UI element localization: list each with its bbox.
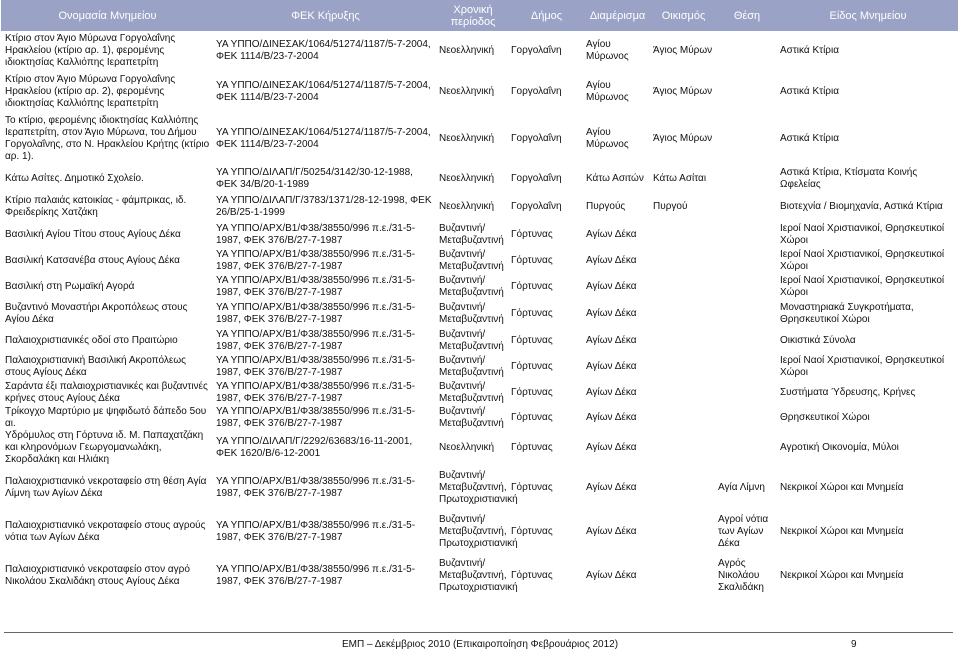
cell-fek: ΥΑ ΥΠΠΟ/ΑΡΧ/Β1/Φ38/38550/996 π.ε./31-5-1987, ΦΕΚ 376/Β/27-7-1987 [216, 329, 416, 352]
cell-municipality: Γόρτυνας [511, 281, 553, 292]
table-header-row [1, 0, 958, 31]
cell-type: Αγροτική Οικονομία, Μύλοι [780, 442, 899, 453]
cell-settlement [651, 406, 716, 430]
table-row [1, 274, 958, 300]
cell-name: Βασιλική Κατσανέβα στους Αγίους Δέκα [5, 255, 180, 266]
cell-period: Βυζαντινή/Μεταβυζαντινή [439, 302, 504, 325]
cell-district: Αγίων Δέκα [586, 412, 637, 423]
table-row [1, 430, 958, 466]
cell-location [716, 274, 778, 300]
cell-period: Νεοελληνική [439, 133, 495, 144]
cell-location: Αγρός Νικολάου Σκαλιδάκη [718, 558, 764, 593]
cell-settlement: Κάτω Ασίται [653, 173, 707, 184]
cell-name: Παλαιοχριστιανικό νεκροταφείο στη θέση Αγία Λίμνη των Αγίων Δέκα [5, 476, 207, 499]
cell-period: Βυζαντινή/Μεταβυζαντινή, Πρωτοχριστιανική [439, 514, 518, 549]
cell-location [716, 300, 778, 328]
cell-location [716, 71, 778, 112]
cell-municipality: Γοργολαΐνη [511, 45, 562, 56]
cell-type: Αστικά Κτίρια [780, 85, 839, 97]
cell-district: Κάτω Ασιτών [586, 173, 644, 184]
cell-district: Πυργούς [586, 201, 626, 212]
cell-name: Βασιλική στη Ρωμαϊκή Αγορά [5, 281, 135, 292]
cell-settlement: Άγιος Μύρων [653, 85, 713, 97]
cell-type: Βιοτεχνία / Βιομηχανία, Αστικά Κτίρια [780, 201, 943, 212]
cell-location [716, 380, 778, 406]
cell-location [716, 430, 778, 466]
footer-divider [4, 632, 953, 633]
cell-municipality: Γόρτυνας [511, 442, 553, 453]
cell-period: Νεοελληνική [439, 201, 495, 212]
cell-municipality: Γοργολαΐνη [511, 173, 562, 184]
cell-fek: ΥΑ ΥΠΠΟ/ΔΙΛΑΠ/Γ/3783/1371/28-12-1998, ΦΕΚ 26/Β/25-1-1999 [216, 195, 432, 218]
table-row [1, 112, 958, 166]
table-row [1, 380, 958, 406]
cell-municipality: Γόρτυνας [511, 308, 553, 319]
cell-municipality: Γοργολαΐνη [511, 85, 562, 97]
cell-period: Βυζαντινή/Μεταβυζαντινή [439, 275, 504, 298]
cell-name: Τρίκογχο Μαρτύριο με ψηφιδωτό δάπεδο 5ου αι. [5, 406, 207, 429]
cell-fek: ΥΑ ΥΠΠΟ/ΑΡΧ/Β1/Φ38/38550/996 π.ε./31-5-1987, ΦΕΚ 376/Β/27-7-1987 [216, 406, 416, 429]
cell-district: Αγίων Δέκα [586, 361, 637, 372]
cell-fek: ΥΑ ΥΠΠΟ/ΑΡΧ/Β1/Φ38/38550/996 π.ε./31-5-1987, ΦΕΚ 376/Β/27-7-1987 [216, 564, 416, 587]
cell-district: Αγίων Δέκα [586, 387, 637, 398]
cell-district: Αγίων Δέκα [586, 281, 637, 292]
cell-settlement [651, 554, 716, 598]
cell-fek: ΥΑ ΥΠΠΟ/ΑΡΧ/Β1/Φ38/38550/996 π.ε./31-5-1987, ΦΕΚ 376/Β/27-7-1987 [216, 275, 416, 298]
cell-period: Βυζαντινή/Μεταβυζαντινή [439, 329, 504, 352]
cell-type: Νεκρικοί Χώροι και Μνημεία [780, 570, 904, 581]
cell-district: Αγίου Μύρωνος [586, 79, 629, 103]
table-row [1, 222, 958, 248]
cell-name: Βασιλική Αγίου Τίτου στους Αγίους Δέκα [5, 229, 181, 240]
cell-period: Βυζαντινή/Μεταβυζαντινή, Πρωτοχριστιανική [439, 470, 518, 505]
cell-location [716, 192, 778, 222]
cell-fek: ΥΑ ΥΠΠΟ/ΔΙΝΕΣΑΚ/1064/51274/1187/5-7-2004, ΦΕΚ 1114/Β/23-7-2004 [216, 39, 431, 62]
cell-municipality: Γόρτυνας [511, 361, 553, 372]
cell-settlement [651, 248, 716, 274]
cell-municipality: Γόρτυνας [511, 255, 553, 266]
table-row [1, 328, 958, 354]
cell-name: Βυζαντινό Μοναστήρι Ακροπόλεως στους Αγίου Δέκα [5, 302, 188, 325]
cell-name: Σαράντα έξι παλαιοχριστιανικές και βυζαντινές κρήνες στους Αγίους Δέκα [5, 381, 208, 404]
cell-type: Νεκρικοί Χώροι και Μνημεία [780, 482, 904, 493]
cell-municipality: Γόρτυνας [511, 335, 553, 346]
cell-type: Ιεροί Ναοί Χριστιανικοί, Θρησκευτικοί Χώροι [780, 355, 945, 378]
col-header-name: Ονομασία Μνημείου [1, 0, 214, 31]
cell-period: Βυζαντινή/Μεταβυζαντινή [439, 223, 504, 246]
cell-district: Αγίου Μύρωνος [586, 39, 629, 62]
page-number: 9 [851, 639, 857, 650]
cell-name: Το κτίριο, φερομένης ιδιοκτησίας Καλλιόπης Ιεραπετρίτη, στον Άγιο Μύρωνα, του Δήμου Γοργολαΐνης, στο Ν. Ηρακλείου Κρήτης (κτίριο αρ. 1). [5, 115, 210, 162]
cell-settlement [651, 300, 716, 328]
cell-type: Αστικά Κτίρια [780, 133, 839, 144]
cell-name: Κτίριο στον Άγιο Μύρωνα Γοργολαΐνης Ηρακλείου (κτίριο αρ. 1), φερομένης ιδιοκτησίας Καλλιόπης Ιεραπετρίτη [5, 33, 176, 68]
cell-name: Παλαιοχριστιανικό νεκροταφείο στους αγρούς νότια των Αγίων Δέκα [5, 520, 206, 543]
cell-name: Κτίριο στον Άγιο Μύρωνα Γοργολαΐνης Ηρακλείου (κτίριο αρ. 2), φερομένης ιδιοκτησίας Καλλιόπης Ιεραπετρίτη [5, 73, 176, 109]
cell-period: Νεοελληνική [439, 85, 495, 97]
cell-district: Αγίων Δέκα [586, 442, 637, 453]
cell-period: Βυζαντινή/Μεταβυζαντινή [439, 355, 504, 378]
cell-type: Οικιστικά Σύνολα [780, 335, 856, 346]
cell-type: Νεκρικοί Χώροι και Μνημεία [780, 526, 904, 537]
table-row [1, 354, 958, 380]
cell-period: Νεοελληνική [439, 173, 495, 184]
cell-settlement: Άγιος Μύρων [653, 133, 713, 144]
cell-settlement [651, 354, 716, 380]
table-row [1, 248, 958, 274]
col-header-settlement: Οικισμός [651, 0, 716, 31]
cell-settlement [651, 328, 716, 354]
cell-period: Βυζαντινή/Μεταβυζαντινή [439, 249, 504, 272]
cell-location [716, 166, 778, 192]
cell-district: Αγίων Δέκα [586, 482, 637, 493]
table-row [1, 71, 958, 112]
cell-district: Αγίων Δέκα [586, 255, 637, 266]
cell-fek: ΥΑ ΥΠΠΟ/ΑΡΧ/Β1/Φ38/38550/996 π.ε./31-5-1987, ΦΕΚ 376/Β/27-7-1987 [216, 355, 416, 378]
cell-fek: ΥΑ ΥΠΠΟ/ΔΙΝΕΣΑΚ/1064/51274/1187/5-7-2004, ΦΕΚ 1114/Β/23-7-2004 [216, 79, 431, 103]
col-header-fek: ΦΕΚ Κήρυξης [214, 0, 437, 31]
cell-municipality: Γόρτυνας [511, 526, 553, 537]
table-row [1, 300, 958, 328]
cell-settlement [651, 274, 716, 300]
cell-type: Ιεροί Ναοί Χριστιανικοί, Θρησκευτικοί Χώροι [780, 249, 945, 272]
cell-location: Αγροί νότια των Αγίων Δέκα [718, 514, 769, 549]
cell-fek: ΥΑ ΥΠΠΟ/ΑΡΧ/Β1/Φ38/38550/996 π.ε./31-5-1987, ΦΕΚ 376/Β/27-7-1987 [216, 249, 416, 272]
cell-type: Μοναστηριακά Συγκροτήματα, Θρησκευτικοί Χώροι [780, 302, 914, 325]
cell-municipality: Γόρτυνας [511, 229, 553, 240]
cell-period: Βυζαντινή/Μεταβυζαντινή [439, 406, 504, 429]
cell-fek: ΥΑ ΥΠΠΟ/ΑΡΧ/Β1/Φ38/38550/996 π.ε./31-5-1987, ΦΕΚ 376/Β/27-7-1987 [216, 381, 416, 404]
cell-name: Υδρόμυλος στη Γόρτυνα ιδ. Μ. Παπαχατζάκη και κληρονόμων Γεωργομανωλάκη, Σκορδαλάκη και Ηλιάκη [5, 430, 204, 465]
cell-type: Αστικά Κτίρια [780, 45, 839, 56]
cell-location [716, 406, 778, 430]
col-header-type: Είδος Μνημείου [778, 0, 958, 31]
cell-settlement: Άγιος Μύρων [653, 45, 713, 56]
cell-type: Θρησκευτικοί Χώροι [780, 412, 870, 423]
cell-location [716, 31, 778, 71]
cell-settlement [651, 466, 716, 510]
cell-location [716, 248, 778, 274]
cell-municipality: Γόρτυνας [511, 387, 553, 398]
cell-fek: ΥΑ ΥΠΠΟ/ΑΡΧ/Β1/Φ38/38550/996 π.ε./31-5-1987, ΦΕΚ 376/Β/27-7-1987 [216, 302, 416, 325]
cell-period: Βυζαντινή/Μεταβυζαντινή, Πρωτοχριστιανική [439, 558, 518, 593]
cell-municipality: Γοργολαΐνη [511, 133, 562, 144]
cell-name: Κτίριο παλαιάς κατοικίας - φάμπρικας, ιδ. Φρειδερίκης Χατζάκη [5, 195, 187, 218]
cell-type: Αστικά Κτίρια, Κτίσματα Κοινής Ωφελείας [780, 167, 918, 190]
cell-fek: ΥΑ ΥΠΠΟ/ΔΙΝΕΣΑΚ/1064/51274/1187/5-7-2004, ΦΕΚ 1114/Β/23-7-2004 [216, 127, 431, 150]
table-row [1, 406, 958, 430]
cell-location [716, 354, 778, 380]
cell-fek: ΥΑ ΥΠΠΟ/ΔΙΛΑΠ/Γ/2292/63683/16-11-2001, ΦΕΚ 1620/Β/6-12-2001 [216, 436, 413, 459]
table-row [1, 554, 958, 598]
cell-settlement [651, 222, 716, 248]
cell-name: Παλαιοχριστιανικές οδοί στο Πραιτώριο [5, 335, 178, 346]
table-row [1, 192, 958, 222]
cell-period: Βυζαντινή/Μεταβυζαντινή [439, 381, 504, 404]
cell-district: Αγίων Δέκα [586, 308, 637, 319]
cell-district: Αγίων Δέκα [586, 570, 637, 581]
cell-location: Αγία Λίμνη [718, 482, 765, 493]
cell-fek: ΥΑ ΥΠΠΟ/ΑΡΧ/Β1/Φ38/38550/996 π.ε./31-5-1987, ΦΕΚ 376/Β/27-7-1987 [216, 520, 416, 543]
cell-fek: ΥΑ ΥΠΠΟ/ΑΡΧ/Β1/Φ38/38550/996 π.ε./31-5-1987, ΦΕΚ 376/Β/27-7-1987 [216, 223, 416, 246]
cell-municipality: Γοργολαΐνη [511, 201, 562, 212]
cell-type: Ιεροί Ναοί Χριστιανικοί, Θρησκευτικοί Χώροι [780, 275, 945, 298]
cell-settlement [651, 380, 716, 406]
cell-location [716, 222, 778, 248]
cell-settlement: Πυργού [653, 201, 688, 212]
footer-text: ΕΜΠ – Δεκέμβριος 2010 (Επικαιροποίηση Φεβρουάριος 2012) [341, 639, 619, 650]
cell-district: Αγίων Δέκα [586, 335, 637, 346]
cell-name: Παλαιοχριστιανικό νεκροταφείο στον αγρό Νικολάου Σκαλιδάκη στους Αγίους Δέκα [5, 564, 190, 587]
cell-district: Αγίων Δέκα [586, 526, 637, 537]
cell-period: Νεοελληνική [439, 45, 495, 56]
monuments-table [1, 0, 958, 598]
table-row [1, 510, 958, 554]
cell-fek: ΥΑ ΥΠΠΟ/ΔΙΛΑΠ/Γ/50254/3142/30-12-1988, ΦΕΚ 34/Β/20-1-1989 [216, 167, 413, 190]
cell-location [716, 112, 778, 166]
cell-district: Αγίου Μύρωνος [586, 127, 629, 150]
cell-municipality: Γόρτυνας [511, 412, 553, 423]
table-row [1, 31, 958, 71]
cell-period: Νεοελληνική [439, 442, 495, 453]
table-row [1, 166, 958, 192]
table-body [1, 31, 958, 598]
cell-type: Συστήματα Ύδρευσης, Κρήνες [780, 387, 916, 398]
cell-type: Ιεροί Ναοί Χριστιανικοί, Θρησκευτικοί Χώροι [780, 223, 945, 246]
col-header-district: Διαμέρισμα [584, 0, 651, 31]
col-header-location: Θέση [716, 0, 778, 31]
cell-name: Κάτω Ασίτες. Δημοτικό Σχολείο. [5, 173, 144, 184]
cell-name: Παλαιοχριστιανική Βασιλική Ακροπόλεως στους Αγίους Δέκα [5, 355, 186, 378]
col-header-municipality: Δήμος [509, 0, 584, 31]
cell-location [716, 328, 778, 354]
cell-fek: ΥΑ ΥΠΠΟ/ΑΡΧ/Β1/Φ38/38550/996 π.ε./31-5-1987, ΦΕΚ 376/Β/27-7-1987 [216, 476, 416, 499]
cell-settlement [651, 510, 716, 554]
cell-district: Αγίων Δέκα [586, 229, 637, 240]
table-row [1, 466, 958, 510]
cell-municipality: Γόρτυνας [511, 482, 553, 493]
col-header-period: Χρονική περίοδος [437, 0, 509, 31]
cell-settlement [651, 430, 716, 466]
cell-municipality: Γόρτυνας [511, 570, 553, 581]
